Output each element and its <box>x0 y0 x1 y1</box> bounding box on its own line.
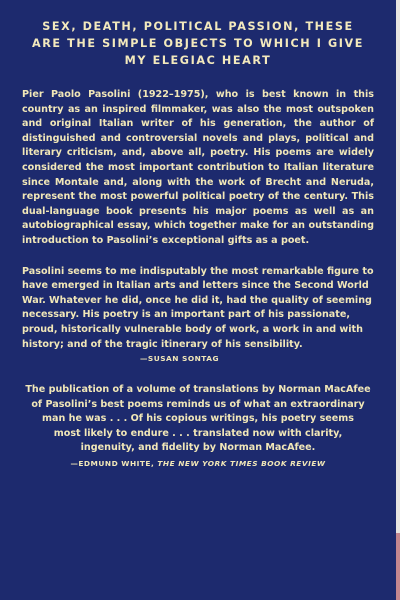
sontag-quote-line: necessary. His poetry is an important part of his passionate, <box>22 309 350 321</box>
headline-line-1: SEX, DEATH, POLITICAL PASSION, THESE <box>42 20 354 33</box>
spine-accent <box>396 533 400 600</box>
sontag-quote-line: proud, historically vulnerable body of work, a work in and with <box>22 323 363 335</box>
sontag-quote-line: have emerged in Italian arts and letters since the Second World <box>22 280 369 292</box>
headline-line-3: MY ELEGIAC HEART <box>124 54 272 67</box>
white-blurb <box>22 383 374 470</box>
sontag-blurb <box>22 265 374 366</box>
sontag-quote-line: history; and of the tragic itinerary of his sensibility. <box>22 338 303 350</box>
spine-edge <box>396 0 400 600</box>
white-quote <box>22 383 374 456</box>
headline-line-2: ARE THE SIMPLE OBJECTS TO WHICH I GIVE <box>31 37 365 50</box>
white-quote-line: of Pasolini’s best poems reminds us of what an extraordinary <box>31 398 365 410</box>
white-quote-line: ingenuity, and fidelity by Norman MacAfee. <box>80 442 316 454</box>
white-quote-line: most likely to endure . . . translated now with clarity, <box>53 427 343 439</box>
white-attribution-source: THE NEW YORK TIMES BOOK REVIEW <box>157 459 326 469</box>
white-quote-line: man he was . . . Of his copious writings, his poetry seems <box>41 413 355 425</box>
white-attribution-name: —EDMUND WHITE, <box>70 459 158 469</box>
sontag-quote-line: War. Whatever he did, once he did it, had the quality of seeming <box>22 294 372 306</box>
book-description: Pier Paolo Pasolini (1922–1975), who is best known in this country as an inspired filmmaker, was also the most outspoken and original Italian writer of his generation, the author of distinguished and controversial novels and plays, political and literary criticism, and, above all, poetry. His poems are widely considered the most important contribution to Italian literature since Montale and, along with the work of Brecht and Neruda, represent the most powerful political poetry of the century. This dual-language book presents his major poems as well as an autobiographical essay, which together make for an outstanding introduction to Pasolini’s exceptional gifts as a poet. <box>22 89 374 246</box>
white-quote-line: The publication of a volume of translations by Norman MacAfee <box>25 384 371 396</box>
sontag-quote-line: Pasolini seems to me indisputably the most remarkable figure to <box>22 265 374 277</box>
headline <box>22 18 374 69</box>
sontag-quote <box>22 265 374 353</box>
sontag-attribution: —SUSAN SONTAG <box>140 354 220 364</box>
white-attribution <box>22 458 374 470</box>
